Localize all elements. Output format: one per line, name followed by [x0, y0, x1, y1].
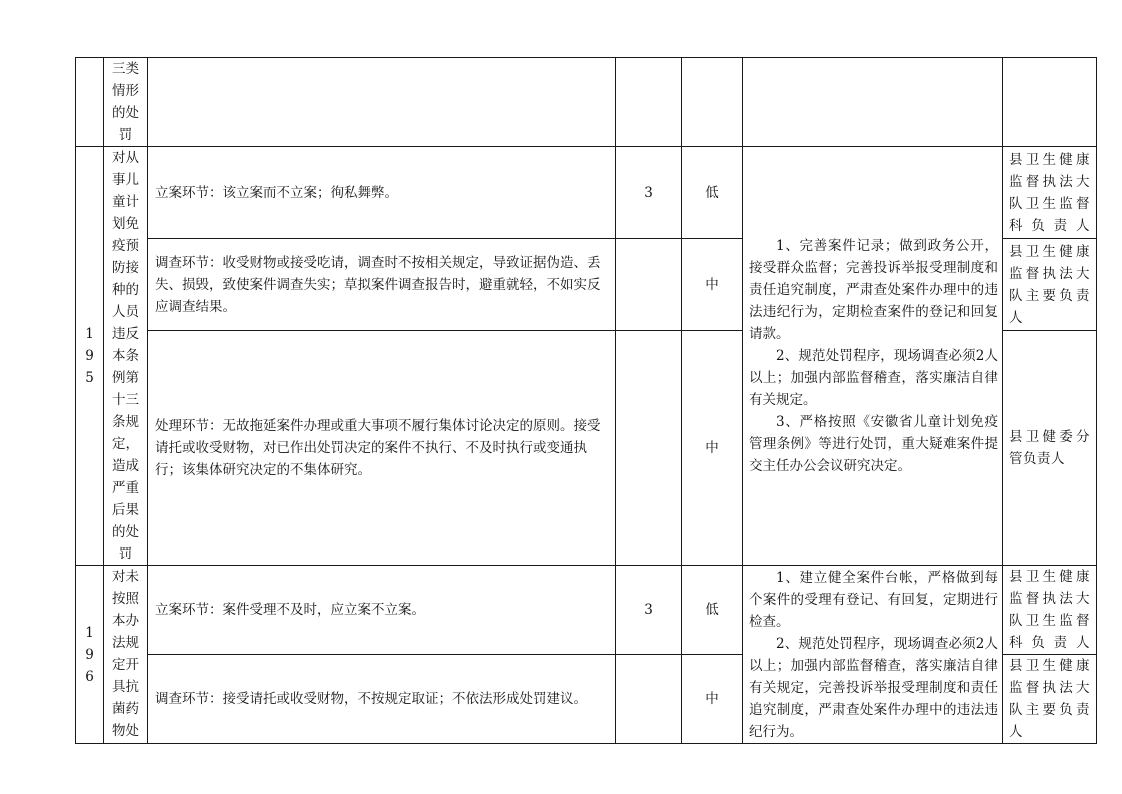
table-row [76, 58, 1097, 147]
responsible-cell: 县卫生健康监督执法大队卫生监督科负责人 [1003, 566, 1097, 655]
responsible-cell: 县卫生健康监督执法大队卫生监督科负责人 [1003, 147, 1097, 239]
risk-grade-cell [616, 58, 682, 147]
risk-point-cell: 调查环节：接受请托或收受财物，不按规定取证；不依法形成处罚建议。 [148, 655, 616, 744]
risk-level-cell: 低 [682, 566, 743, 655]
risk-grade-cell [616, 655, 682, 744]
risk-level-cell: 低 [682, 147, 743, 239]
responsible-cell: 县卫健委分管负责人 [1003, 331, 1097, 566]
risk-grade-cell: 3 [616, 566, 682, 655]
item-name-cell: 对未按照本办法规定开具抗菌药物处 [104, 566, 148, 744]
responsible-cell: 县卫生健康监督执法大队主要负责人 [1003, 655, 1097, 744]
risk-point-cell [148, 58, 616, 147]
responsible-cell [1003, 58, 1097, 147]
risk-point-cell: 立案环节：该立案而不立案；徇私舞弊。 [148, 147, 616, 239]
risk-level-cell: 中 [682, 239, 743, 331]
measure-item: 2、规范处罚程序，现场调查必须2人以上；加强内部监督稽查，落实廉洁自律有关规定。 [749, 348, 998, 408]
risk-grade-cell [616, 331, 682, 566]
measures-cell [743, 566, 1003, 744]
measure-item: 3、严格按照《安徽省儿童计划免疫管理条例》等进行处罚，重大疑难案件提交主任办公会议研究决定。 [749, 414, 998, 474]
risk-grade-cell [616, 239, 682, 331]
table-row [76, 566, 1097, 655]
risk-control-table [75, 57, 1097, 744]
risk-point-cell: 处理环节：无故拖延案件办理或重大事项不履行集体讨论决定的原则。接受请托或收受财物，对已作出处罚决定的案件不执行、不及时执行或变通执行；该集体研究决定的不集体研究。 [148, 331, 616, 566]
risk-level-cell [682, 58, 743, 147]
table-row [76, 147, 1097, 239]
risk-level-cell: 中 [682, 331, 743, 566]
risk-point-cell: 调查环节：收受财物或接受吃请，调查时不按相关规定，导致证据伪造、丢失、损毁，致使案件调查失实；草拟案件调查报告时，避重就轻，不如实反应调查结果。 [148, 239, 616, 331]
measure-item: 2、规范处罚程序，现场调查必须2人以上；加强内部监督稽查，落实廉洁自律有关规定，完善投诉举报受理制度和责任追究制度，严肃查处案件办理中的违法违纪行为。 [749, 635, 998, 740]
risk-point-cell: 立案环节：案件受理不及时，应立案不立案。 [148, 566, 616, 655]
measure-item: 1、建立健全案件台帐，严格做到每个案件的受理有登记、有回复，定期进行检查。 [749, 569, 998, 630]
item-name-cell: 三类情形的处罚 [104, 58, 148, 147]
item-number-cell [76, 58, 104, 147]
measures-cell [743, 147, 1003, 566]
item-name-cell: 对从事儿童计划免疫预防接种的人员违反本条例第十三条规定，造成严重后果的处罚 [104, 147, 148, 566]
measures-cell [743, 58, 1003, 147]
risk-grade-cell: 3 [616, 147, 682, 239]
item-number-cell: 195 [76, 147, 104, 566]
measure-item: 1、完善案件记录；做到政务公开，接受群众监督；完善投诉举报受理制度和责任追究制度，严肃查处案件办理中的违法违纪行为，定期检查案件的登记和回复请款。 [749, 238, 998, 342]
risk-level-cell: 中 [682, 655, 743, 744]
item-number-cell: 196 [76, 566, 104, 744]
responsible-cell: 县卫生健康监督执法大队主要负责人 [1003, 239, 1097, 331]
